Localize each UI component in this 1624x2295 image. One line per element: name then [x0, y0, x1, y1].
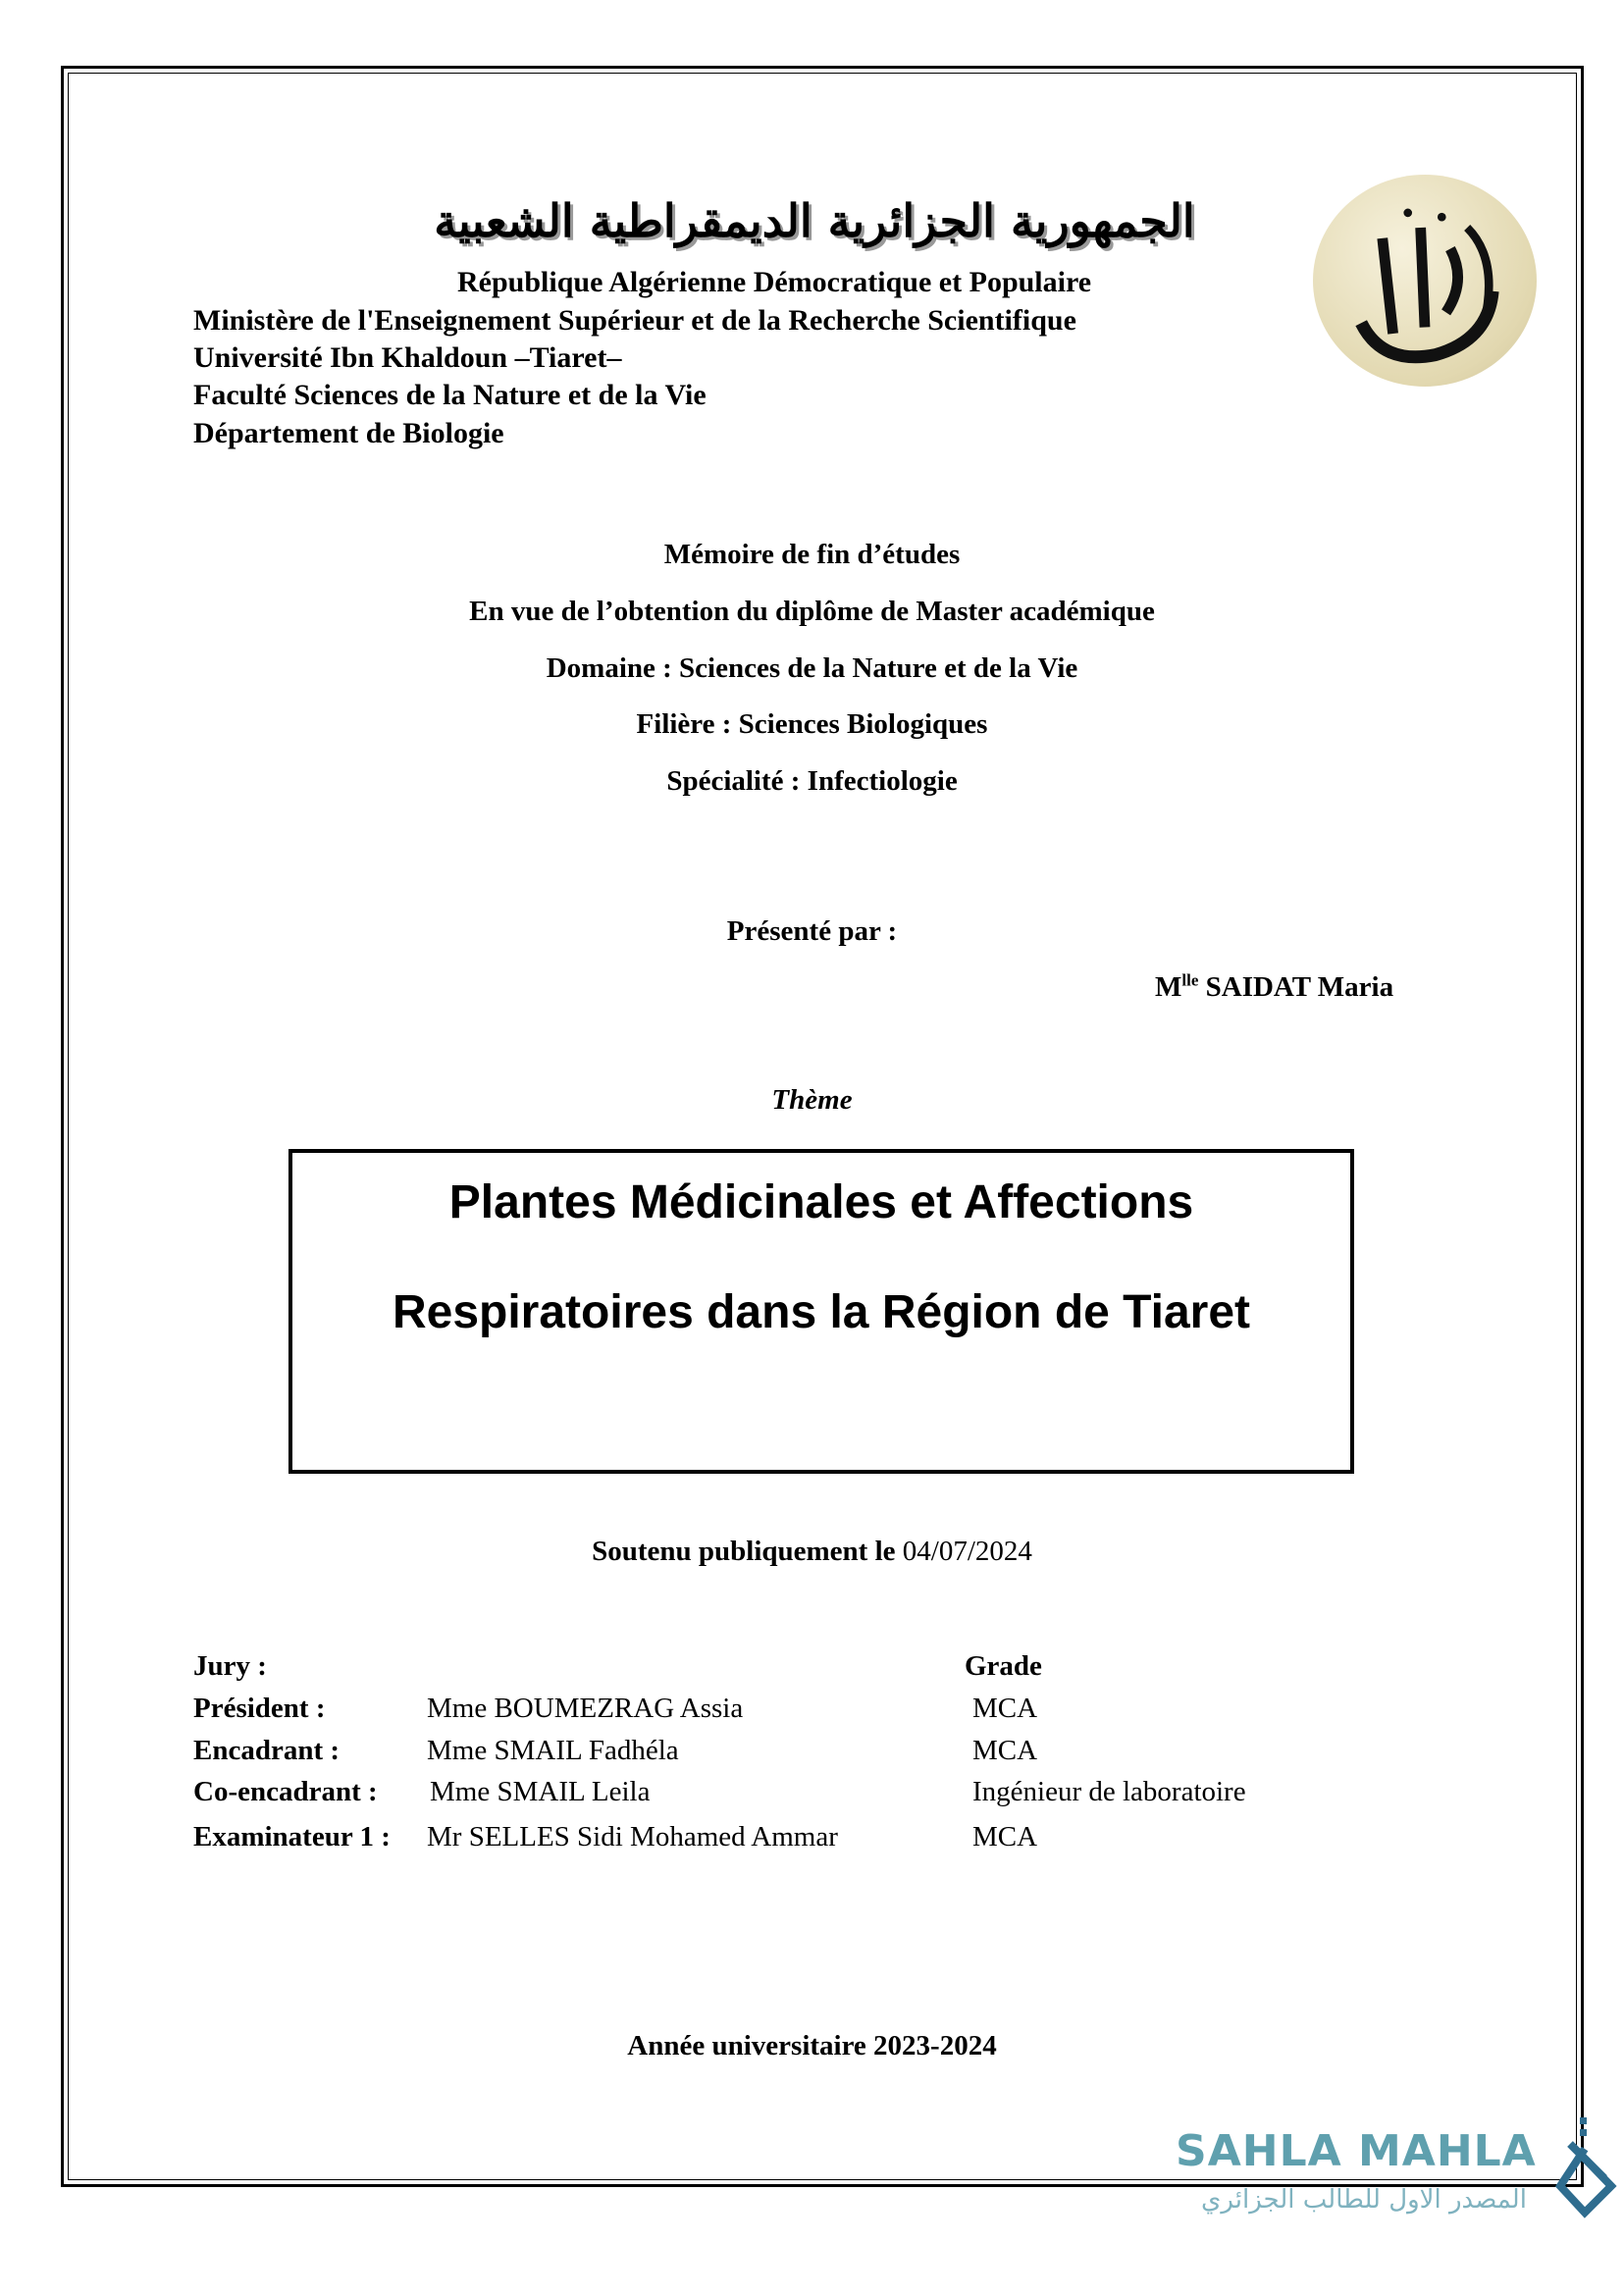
ministry-name: Ministère de l'Enseignement Supérieur et de la Recherche Scientifique [193, 304, 1076, 337]
field-line: Filière : Sciences Biologiques [636, 708, 988, 740]
jury-label: Jury : [193, 1650, 267, 1682]
name-prefix: M [1155, 971, 1182, 1003]
student-name [1155, 970, 1393, 1004]
diploma-line: En vue de l’obtention du diplôme de Master académique [469, 596, 1155, 627]
thesis-title-line-2: Respiratoires dans la Région de Tiaret [392, 1286, 1251, 1338]
jury-grade: MCA [972, 1693, 1038, 1724]
name-prefix-sup: lle [1181, 970, 1199, 990]
defense-date-line [0, 1535, 1624, 1568]
thesis-title-box [288, 1149, 1354, 1474]
watermark-brand: SAHLA MAHLA [1176, 2126, 1537, 2176]
watermark-tagline: المصدر الاول للطالب الجزائري [1201, 2185, 1527, 2215]
jury-name: Mr SELLES Sidi Mohamed Ammar [427, 1821, 838, 1852]
theme-label: Thème [771, 1084, 853, 1116]
thesis-title-line-1: Plantes Médicinales et Affections [448, 1176, 1194, 1228]
memoire-line: Mémoire de fin d’études [663, 539, 961, 570]
university-name: Université Ibn Khaldoun –Tiaret– [193, 341, 622, 374]
jury-name: Mme SMAIL Leila [430, 1776, 651, 1807]
department-name: Département de Biologie [193, 417, 504, 449]
defense-label: Soutenu publiquement le [592, 1536, 896, 1567]
jury-role: Encadrant : [193, 1735, 341, 1766]
domain-line: Domaine : Sciences de la Nature et de la Vie [546, 652, 1078, 684]
jury-grade: MCA [972, 1735, 1038, 1766]
jury-role: Examinateur 1 : [193, 1821, 391, 1852]
academic-year: Année universitaire 2023-2024 [627, 2030, 997, 2061]
watermark-logo-icon [1550, 2110, 1619, 2219]
jury-role: Co-encadrant : [193, 1776, 378, 1807]
university-logo [1313, 175, 1537, 387]
grade-header: Grade [965, 1650, 1042, 1682]
faculty-name: Faculté Sciences de la Nature et de la Vie [193, 379, 707, 411]
jury-role: Président : [193, 1693, 326, 1724]
defense-date: 04/07/2024 [895, 1536, 1032, 1567]
presented-by-label: Présenté par : [726, 915, 898, 947]
jury-name: Mme SMAIL Fadhéla [427, 1735, 679, 1766]
name-text: SAIDAT Maria [1198, 971, 1394, 1003]
jury-grade: MCA [972, 1821, 1038, 1852]
arabic-republic-title: الجمهورية الجزائرية الديمقراطية الشعبية [434, 194, 1195, 247]
jury-grade: Ingénieur de laboratoire [972, 1776, 1246, 1807]
jury-name: Mme BOUMEZRAG Assia [427, 1693, 744, 1724]
republic-name: République Algérienne Démocratique et Populaire [457, 266, 1092, 298]
specialty-line: Spécialité : Infectiologie [666, 765, 958, 797]
